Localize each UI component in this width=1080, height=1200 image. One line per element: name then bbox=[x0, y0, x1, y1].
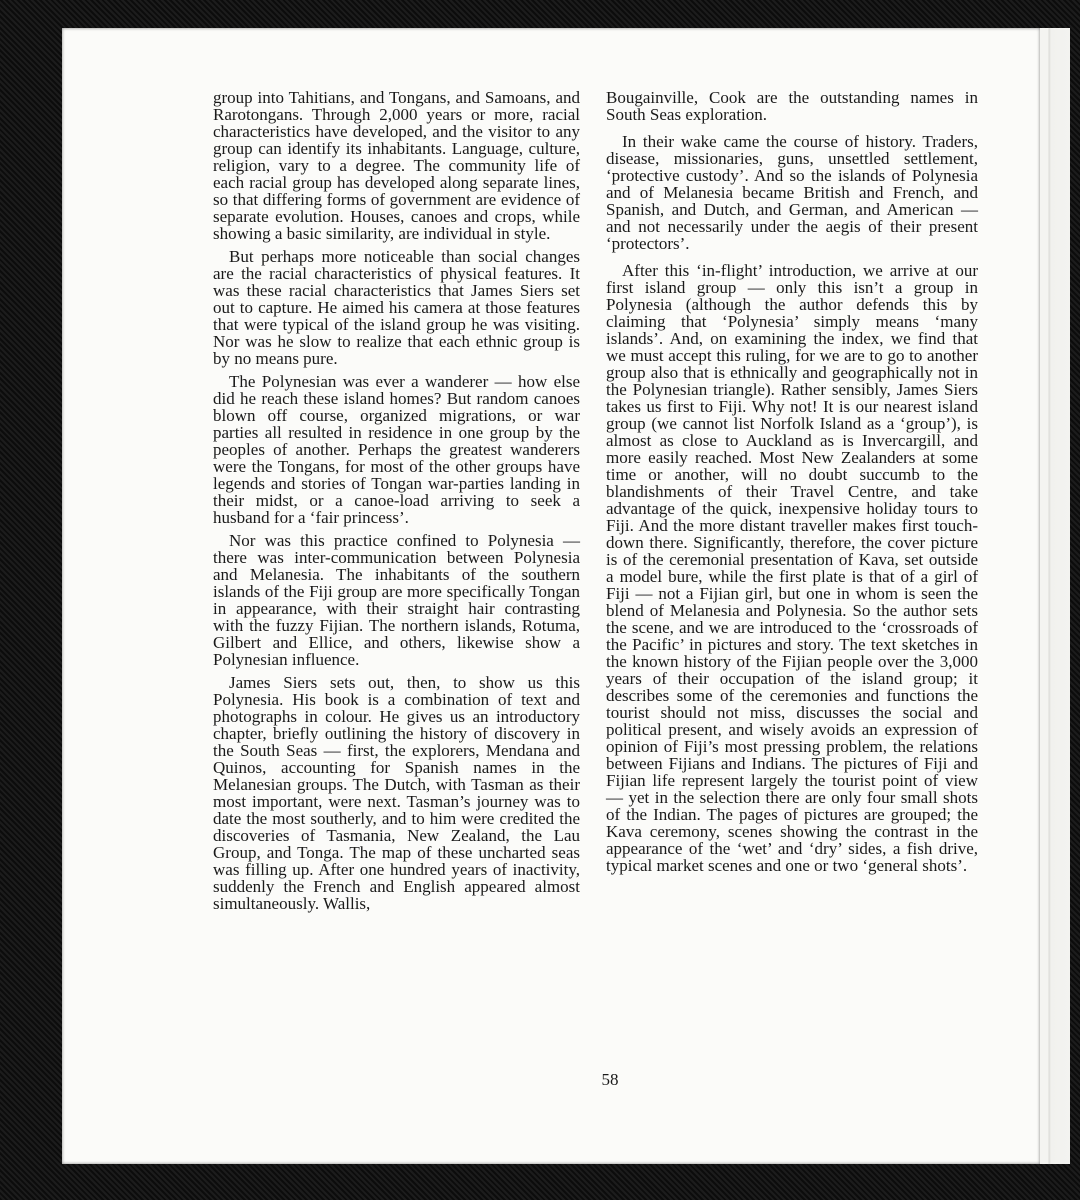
paragraph: Bougainville, Cook are the outstanding names in South Seas exploration. bbox=[606, 88, 978, 124]
paragraph: group into Tahitians, and Tongans, and Samoans, and Rarotongans. Through 2,000 years or more, racial characteristics have developed, and the visitor to any group can identify its inhabitants. Language, culture, religion, vary to a degree. The community life of each racial group has developed along separate lines, so that differing forms of government are evidence of separate evolution. Houses, canoes and crops, while showing a basic similarity, are individual in style. bbox=[213, 88, 580, 243]
paragraph: James Siers sets out, then, to show us this Polynesia. His book is a combination of text and photographs in colour. He gives us an introductory chapter, briefly outlining the history of discovery in the South Seas — first, the explorers, Mendana and Quinos, accounting for Spanish names in the Melanesian groups. The Dutch, with Tasman as their most important, were next. Tasman’s journey was to date the most southerly, and to him were credited the discoveries of Tasmania, New Zealand, the Lau Group, and Tonga. The map of these uncharted seas was filling up. After one hundred years of inactivity, suddenly the French and English appeared almost simultaneously. Wallis, bbox=[213, 673, 580, 913]
left-column bbox=[213, 89, 580, 918]
page-edge bbox=[1040, 28, 1070, 1164]
paragraph: In their wake came the course of history. Traders, disease, missionaries, guns, unsettled settlement, ‘protective custody’. And so the islands of Polynesia and of Melanesia became British and French, and Spanish, and Dutch, and German, and American — and not necessarily under the aegis of their present ‘protectors’. bbox=[606, 132, 978, 253]
right-column bbox=[606, 89, 978, 880]
paragraph: Nor was this practice confined to Polynesia — there was inter-communication between Polynesia and Melanesia. The inhabitants of the southern islands of the Fiji group are more specifically Tongan in appearance, with their straight hair contrasting with the fuzzy Fijian. The northern islands, Rotuma, Gilbert and Ellice, and others, likewise show a Polynesian influence. bbox=[213, 531, 580, 669]
paragraph: After this ‘in-flight’ introduction, we arrive at our first island group — only this isn’t a group in Polynesia (although the author defends this by claiming that ‘Polynesia’ simply means ‘many islands’. And, on examining the index, we find that we must accept this ruling, for we are to go to another group also that is ethnically and geographically not in the Polynesian triangle). Rather sensibly, James Siers takes us first to Fiji. Why not! It is our nearest island group (we cannot list Norfolk Island as a ‘group’), is almost as close to Auckland as is Invercargill, and more easily reached. Most New Zealanders at some time or another, will no doubt succumb to the blandishments of their Travel Centre, and take advantage of the quick, inexpensive holiday tours to Fiji. And the more distant traveller makes first touch-down there. Significantly, therefore, the cover picture is of the ceremonial presentation of Kava, set outside a model bure, while the first plate is that of a girl of Fiji — not a Fijian girl, but one in whom is seen the blend of Melanesia and Polynesia. So the author sets the scene, and we are introduced to the ‘crossroads of the Pacific’ in pictures and story. The text sketches in the known history of the Fijian people over the 3,000 years of their occupation of the island group; it describes some of the ceremonies and functions the tourist should not miss, discusses the social and political present, and wisely avoids an expression of opinion of Fiji’s most pressing problem, the relations between Fijians and Indians. The pictures of Fiji and Fijian life represent largely the tourist point of view — yet in the selection there are only four small shots of the Indian. The pages of pictures are grouped; the Kava ceremony, scenes showing the contrast in the appearance of the ‘wet’ and ‘dry’ sides, a fish drive, typical market scenes and one or two ‘general shots’. bbox=[606, 261, 978, 875]
paragraph: The Polynesian was ever a wanderer — how else did he reach these island homes? But random canoes blown off course, organized migrations, or war parties all resulted in residence in one group by the peoples of another. Perhaps the greatest wanderers were the Tongans, for most of the other groups have legends and stories of Tongan war-parties landing in their midst, or a canoe-load arriving to seek a husband for a ‘fair princess’. bbox=[213, 372, 580, 527]
paragraph: But perhaps more noticeable than social changes are the racial characteristics of physical features. It was these racial characteristics that James Siers set out to capture. He aimed his camera at those features that were typical of the island group he was visiting. Nor was he slow to realize that each ethnic group is by no means pure. bbox=[213, 247, 580, 368]
page-number: 58 bbox=[601, 1070, 619, 1089]
